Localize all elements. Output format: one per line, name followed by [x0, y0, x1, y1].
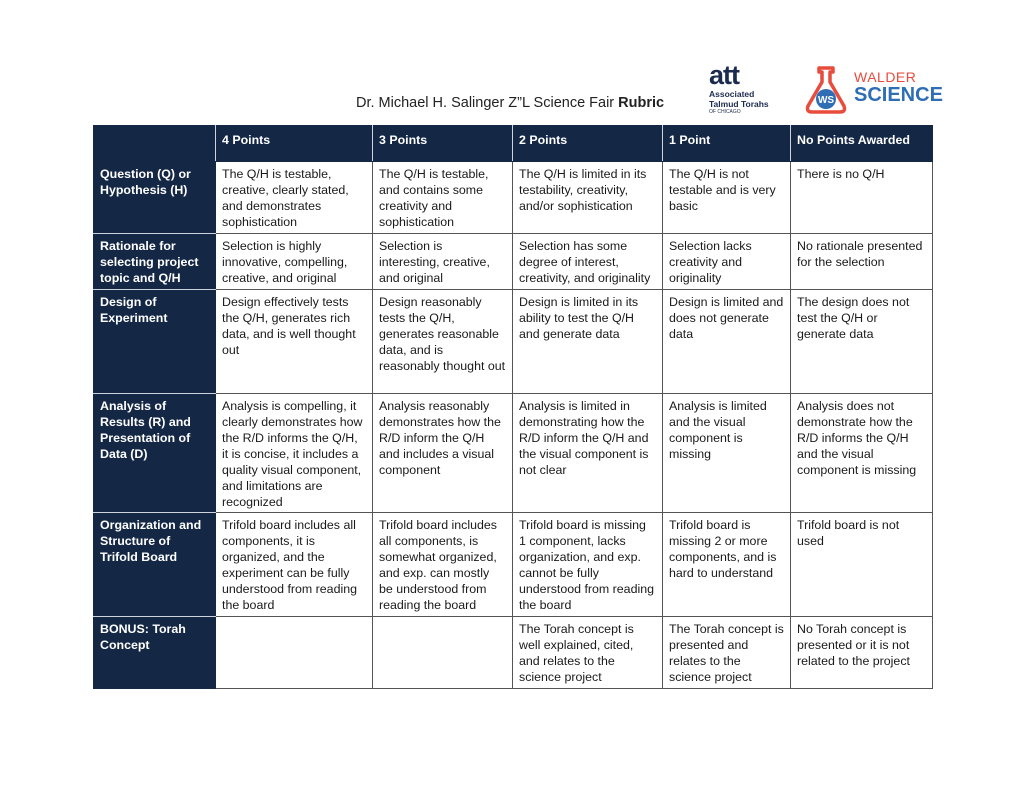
header-2-points: 2 Points [513, 126, 663, 162]
att-logo [709, 62, 791, 120]
table-cell: Trifold board is not used [791, 513, 933, 617]
table-row [94, 162, 933, 234]
title-prefix: Dr. Michael H. Salinger Z”L Science Fair [356, 95, 619, 111]
flask-badge-text: WS [817, 95, 835, 106]
table-cell: Design is limited in its ability to test the Q/H and generate data [513, 290, 663, 394]
table-cell: Selection is interesting, creative, and original [373, 234, 513, 290]
att-logo-line3: OF CHICAGO [709, 109, 741, 115]
header-3-points: 3 Points [373, 126, 513, 162]
table-cell: There is no Q/H [791, 162, 933, 234]
table-cell: The Torah concept is presented and relates to the science project [663, 617, 791, 689]
page-title [356, 95, 664, 111]
table-cell [216, 617, 373, 689]
table-row [94, 513, 933, 617]
att-logo-line2: Talmud Torahs [709, 99, 769, 109]
table-row [94, 617, 933, 689]
criterion-label: BONUS: Torah Concept [94, 617, 216, 689]
walder-word: WALDER [854, 69, 917, 85]
criterion-label: Rationale for selecting project topic and Q/H [94, 234, 216, 290]
table-row [94, 290, 933, 394]
table-cell: No Torah concept is presented or it is not related to the project [791, 617, 933, 689]
table-cell: Trifold board includes all components, it is organized, and the experiment can be fully understood from reading the board [216, 513, 373, 617]
att-logo-line1: Associated [709, 89, 755, 99]
table-cell [373, 617, 513, 689]
walder-science-logo [800, 64, 943, 116]
table-cell: The design does not test the Q/H or generate data [791, 290, 933, 394]
header-row [94, 126, 933, 162]
table-cell: Trifold board is missing 2 or more components, and is hard to understand [663, 513, 791, 617]
flask-icon [800, 64, 852, 116]
table-cell: Analysis does not demonstrate how the R/D informs the Q/H and the visual component is missing [791, 394, 933, 513]
table-cell: Analysis is limited in demonstrating how the R/D inform the Q/H and the visual component is not clear [513, 394, 663, 513]
header-no-points: No Points Awarded [791, 126, 933, 162]
table-row [94, 394, 933, 513]
att-logo-mark: att [709, 60, 739, 90]
table-cell: Design is limited and does not generate data [663, 290, 791, 394]
table-cell: Analysis is limited and the visual component is missing [663, 394, 791, 513]
table-cell: Trifold board is missing 1 component, lacks organization, and exp. cannot be fully understood from reading the board [513, 513, 663, 617]
table-cell: The Q/H is testable, and contains some creativity and sophistication [373, 162, 513, 234]
table-cell: Trifold board includes all components, is somewhat organized, and exp. can mostly be understood from reading the board [373, 513, 513, 617]
table-cell: The Q/H is limited in its testability, creativity, and/or sophistication [513, 162, 663, 234]
table-cell: The Q/H is testable, creative, clearly stated, and demonstrates sophistication [216, 162, 373, 234]
rubric-table [93, 125, 933, 689]
criterion-label: Design of Experiment [94, 290, 216, 394]
table-cell: No rationale presented for the selection [791, 234, 933, 290]
table-cell: The Torah concept is well explained, cited, and relates to the science project [513, 617, 663, 689]
title-bold: Rubric [618, 95, 665, 111]
table-cell: Analysis reasonably demonstrates how the R/D inform the Q/H and includes a visual component [373, 394, 513, 513]
table-cell: Selection lacks creativity and originality [663, 234, 791, 290]
table-cell: Selection has some degree of interest, creativity, and originality [513, 234, 663, 290]
table-cell: The Q/H is not testable and is very basic [663, 162, 791, 234]
science-word: SCIENCE [854, 84, 943, 106]
criterion-label: Analysis of Results (R) and Presentation of Data (D) [94, 394, 216, 513]
header-corner [94, 126, 216, 162]
table-cell: Design effectively tests the Q/H, generates rich data, and is well thought out [216, 290, 373, 394]
criterion-label: Organization and Structure of Trifold Board [94, 513, 216, 617]
header-4-points: 4 Points [216, 126, 373, 162]
table-cell: Analysis is compelling, it clearly demonstrates how the R/D informs the Q/H, it is concise, it includes a quality visual component, and limitations are recognized [216, 394, 373, 513]
table-row [94, 234, 933, 290]
table-cell: Design reasonably tests the Q/H, generates reasonable data, and is reasonably thought out [373, 290, 513, 394]
criterion-label: Question (Q) or Hypothesis (H) [94, 162, 216, 234]
table-cell: Selection is highly innovative, compelling, creative, and original [216, 234, 373, 290]
header-1-point: 1 Point [663, 126, 791, 162]
